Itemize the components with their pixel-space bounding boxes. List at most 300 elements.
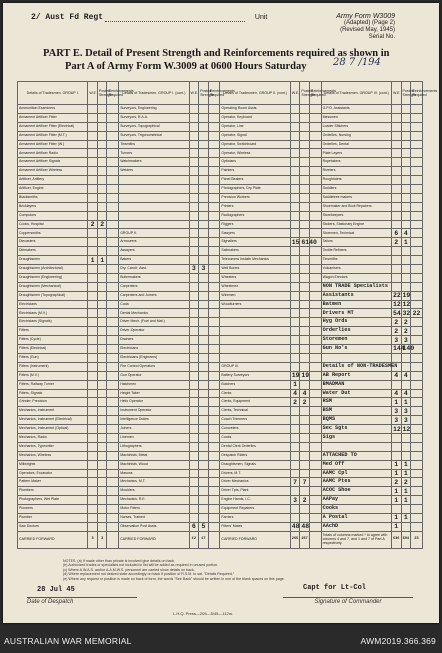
cell-value — [300, 149, 310, 158]
cell-value — [107, 442, 119, 451]
trade-label: GROUP III. — [220, 362, 290, 371]
trade-label: Photographers, Wet Plate — [18, 496, 88, 505]
cell-value — [88, 407, 98, 416]
trade-label: Cooks, Hospital — [18, 220, 88, 229]
cell-value — [88, 505, 98, 514]
cell-value — [300, 113, 310, 122]
table-row — [18, 149, 423, 158]
cell-value — [208, 300, 220, 309]
cell-value — [88, 158, 98, 167]
cell-value — [208, 389, 220, 398]
cell-value — [391, 505, 401, 514]
cell-value — [309, 309, 321, 318]
cell-value: 12 — [402, 425, 411, 433]
cell-value — [290, 229, 300, 238]
cell-value — [199, 371, 209, 380]
cell-value — [300, 265, 310, 274]
cell-value — [208, 167, 220, 176]
trade-label: Fitters (Electrical) — [18, 345, 88, 354]
cell-value — [189, 469, 199, 478]
trade-label: ACOC Shoe — [321, 487, 391, 496]
cell-value — [391, 265, 401, 274]
trade-label: AAPay — [321, 496, 391, 505]
table-row — [18, 185, 423, 194]
cell-value — [401, 522, 411, 531]
trade-label: Storemen, Technical — [321, 229, 391, 238]
cell-value — [401, 122, 411, 131]
cell-value — [107, 309, 119, 318]
cell-value: 12 — [402, 301, 411, 309]
carried-forward-label: CARRIED FORWARD — [119, 531, 189, 548]
trade-label: Draughtsmen, Signals — [220, 460, 290, 469]
cell-value — [88, 113, 98, 122]
cell-value — [97, 247, 107, 256]
trade-label: Driver Mechanics — [220, 478, 290, 487]
trade-label: Bricklayers — [18, 202, 88, 211]
table-row — [18, 265, 423, 274]
cell-value — [88, 460, 98, 469]
cell-value — [199, 327, 209, 336]
table-row — [18, 122, 423, 131]
cell-value — [401, 265, 411, 274]
trade-label: Electricians — [18, 300, 88, 309]
column-header: Details of Tradesmen. GROUP II. (cont.) — [220, 82, 290, 105]
trade-label: Fitters (M.V.) — [18, 371, 88, 380]
cell-value — [411, 336, 423, 345]
cell-value — [309, 362, 321, 371]
cell-value — [290, 469, 300, 478]
column-header: Reinforcements Required — [411, 82, 423, 105]
trade-label: Mechanics, Typewriter — [18, 442, 88, 451]
cell-value: 12 — [392, 301, 401, 309]
cell-value — [208, 336, 220, 345]
cell-value — [88, 380, 98, 389]
trade-label: Diecasters — [18, 238, 88, 247]
cell-value — [107, 469, 119, 478]
trade-label: Joiners — [119, 425, 189, 434]
cell-value — [391, 193, 401, 202]
trade-label: Orderlies, Dental — [321, 140, 391, 149]
cell-value — [88, 416, 98, 425]
cell-value — [411, 300, 423, 309]
trade-label: Operator, Signal — [220, 131, 290, 140]
table-row — [18, 371, 423, 380]
cell-value — [208, 416, 220, 425]
cell-value: 1 — [391, 496, 401, 505]
cell-value — [189, 176, 199, 185]
cell-value — [391, 158, 401, 167]
cell-value — [97, 291, 107, 300]
cell-value — [97, 167, 107, 176]
cell-value — [411, 122, 423, 131]
trade-label: Watchmakers — [119, 158, 189, 167]
cell-value: 3 — [401, 407, 411, 416]
cell-value — [300, 256, 310, 265]
cell-value — [107, 176, 119, 185]
trade-label: Opticians — [220, 158, 290, 167]
trade-label: Drivers MT — [321, 309, 391, 318]
cell-value — [208, 522, 220, 531]
table-body — [18, 105, 423, 532]
cell-value — [97, 185, 107, 194]
cell-value — [199, 478, 209, 487]
cell-value — [97, 309, 107, 318]
trade-label — [220, 345, 290, 354]
cell-value — [107, 211, 119, 220]
cell-value — [309, 176, 321, 185]
cell-value — [290, 158, 300, 167]
cell-value — [107, 362, 119, 371]
trade-label: G.P.O. Assistants — [321, 105, 391, 114]
trade-label: Draughtsmen (Architectural) — [18, 265, 88, 274]
cell-value — [391, 167, 401, 176]
cell-value — [199, 487, 209, 496]
cell-value — [199, 185, 209, 194]
cell-value — [189, 371, 199, 380]
cell-value — [88, 149, 98, 158]
cell-value — [300, 220, 310, 229]
table-row — [18, 425, 423, 434]
table-row — [18, 496, 423, 505]
column-header: Posted Strength — [401, 82, 411, 105]
table-row — [18, 309, 423, 318]
table-row — [18, 193, 423, 202]
cell-value — [97, 176, 107, 185]
cell-value — [189, 149, 199, 158]
cell-value — [208, 309, 220, 318]
cell-value — [97, 416, 107, 425]
trade-label: Fitters — [18, 327, 88, 336]
cell-value — [411, 318, 423, 327]
cell-value — [208, 487, 220, 496]
column-header: Reinforcements Required — [309, 82, 321, 105]
cell-value: 19 — [402, 292, 411, 300]
cell-value — [199, 496, 209, 505]
trade-label: Mechanics, Instrument (Electrical) — [18, 416, 88, 425]
cell-value — [290, 416, 300, 425]
trade-label: Equipment Repairers — [220, 505, 290, 514]
cell-value — [88, 265, 98, 274]
trade-label: Water Dut — [321, 389, 391, 398]
trade-label: Sawyers — [220, 229, 290, 238]
cell-value — [208, 327, 220, 336]
cell-value — [208, 425, 220, 434]
cell-value — [199, 158, 209, 167]
cell-value — [199, 105, 209, 114]
trade-label — [321, 442, 391, 451]
cell-value: 22 — [392, 292, 401, 300]
cell-value: 3 — [391, 416, 401, 425]
handwritten-date: 28 7 /194 — [333, 57, 381, 68]
cell-value — [107, 327, 119, 336]
trade-label: Despatch Riders — [220, 451, 290, 460]
cell-value — [401, 131, 411, 140]
cell-value — [88, 442, 98, 451]
cell-value — [401, 256, 411, 265]
trade-label: Surveyors, Trigonometrical — [119, 131, 189, 140]
cell-value — [391, 202, 401, 211]
column-header: W.E. — [290, 82, 300, 105]
cell-value — [401, 185, 411, 194]
cell-value: 4 — [391, 371, 401, 380]
cell-value — [411, 416, 423, 425]
cell-value — [88, 451, 98, 460]
cell-value: 48 — [301, 523, 310, 531]
trade-label: Dental Clerk Orderlies — [220, 442, 290, 451]
cell-value — [290, 353, 300, 362]
cell-value — [300, 433, 310, 442]
cell-value — [107, 238, 119, 247]
cell-value: 19 — [291, 372, 300, 380]
trade-label: Moulders — [119, 487, 189, 496]
cell-value — [300, 318, 310, 327]
cell-value — [97, 469, 107, 478]
cell-value — [208, 469, 220, 478]
table-row — [18, 433, 423, 442]
cell-value — [290, 131, 300, 140]
cell-value — [189, 211, 199, 220]
despatch-date-value: 28 Jul 45 — [37, 586, 75, 594]
trade-label: Sigs — [321, 433, 391, 442]
cell-value — [208, 362, 220, 371]
trade-label: AAMC Cpl — [321, 469, 391, 478]
cell-value — [391, 282, 401, 291]
cell-value — [208, 176, 220, 185]
cell-value — [290, 105, 300, 114]
cell-value — [309, 273, 321, 282]
cell-value — [107, 229, 119, 238]
trade-label: Tinsmiths — [321, 256, 391, 265]
trade-label — [220, 336, 290, 345]
cell-value — [107, 478, 119, 487]
cell-value — [199, 309, 209, 318]
cell-value — [199, 425, 209, 434]
cell-value — [97, 158, 107, 167]
cell-value — [107, 167, 119, 176]
cell-value — [189, 238, 199, 247]
cell-value — [411, 505, 423, 514]
table-row — [18, 522, 423, 531]
trade-label: Fitters (Gun) — [18, 353, 88, 362]
cell-value — [401, 113, 411, 122]
cell-value — [300, 202, 310, 211]
trade-label: Operators, Excavator — [18, 469, 88, 478]
cell-value — [300, 513, 310, 522]
cell-value — [189, 433, 199, 442]
cell-value: 1 — [290, 380, 300, 389]
cell-value — [199, 202, 209, 211]
cell-value — [189, 202, 199, 211]
notes-block — [63, 559, 383, 581]
cell-value — [107, 265, 119, 274]
cell-value — [199, 238, 209, 247]
trade-label: Gun Operator — [119, 371, 189, 380]
table-row — [18, 113, 423, 122]
cell-value: 2 — [401, 327, 411, 336]
cell-value — [300, 185, 310, 194]
trade-label: Armament Artificer Signals — [18, 158, 88, 167]
cell-value — [391, 113, 401, 122]
unit-label: Unit — [254, 14, 268, 21]
cell-value — [411, 425, 423, 434]
cell-value — [411, 193, 423, 202]
table-row — [18, 416, 423, 425]
cell-value — [391, 220, 401, 229]
cell-value — [411, 265, 423, 274]
trade-label: Stokers, Stationary Engine — [321, 220, 391, 229]
cell-value — [309, 185, 321, 194]
note-line: (a) If made other than private is involved give details on back. — [77, 559, 176, 563]
cell-value — [290, 362, 300, 371]
trade-label: Instrument Operator — [119, 407, 189, 416]
trade-label: Linemen — [119, 433, 189, 442]
trade-label: Lithographers — [119, 442, 189, 451]
cell-value — [107, 318, 119, 327]
cell-value — [411, 282, 423, 291]
cell-value: 144 — [392, 345, 405, 353]
cell-value — [199, 416, 209, 425]
cell-value — [97, 371, 107, 380]
cell-value — [199, 300, 209, 309]
cell-value — [199, 247, 209, 256]
cell-value — [189, 291, 199, 300]
cell-value — [309, 425, 321, 434]
trade-label: Wheelmen — [220, 282, 290, 291]
cell-value — [290, 451, 300, 460]
cell-value — [290, 113, 300, 122]
cell-value — [189, 442, 199, 451]
cell-value — [88, 247, 98, 256]
cell-value — [189, 185, 199, 194]
trade-label: Turners — [119, 149, 189, 158]
cell-value — [88, 496, 98, 505]
cell-value — [208, 158, 220, 167]
cell-value — [107, 193, 119, 202]
trade-label: Fitters, Signals — [18, 389, 88, 398]
cell-value — [97, 318, 107, 327]
trade-label: Shoemaker and Boot Repairers — [321, 202, 391, 211]
signature-value: Capt for Lt-Col — [303, 584, 367, 592]
note-line: (b) Authorized trades or specialists not included in list will be added as required in unused portion. — [63, 563, 219, 568]
trade-label: Driver-Operator — [119, 327, 189, 336]
trade-label: GROUP II. — [119, 229, 189, 238]
trade-label: Butchers — [220, 380, 290, 389]
cell-value — [309, 140, 321, 149]
cell-value — [309, 193, 321, 202]
cell-value: 15 — [291, 238, 300, 246]
cell-value — [309, 105, 321, 114]
trade-label: NON TRADE Specialists — [321, 282, 391, 291]
cell-value — [97, 327, 107, 336]
cell-value — [88, 300, 98, 309]
trade-label: Intelligence Duties — [119, 416, 189, 425]
table-row — [18, 318, 423, 327]
cell-value — [208, 291, 220, 300]
cell-value — [189, 256, 199, 265]
cell-value — [97, 193, 107, 202]
cell-value — [401, 442, 411, 451]
trade-label: Fitters, Railway Turner — [18, 380, 88, 389]
cell-value — [300, 291, 310, 300]
trade-label: Millwrights — [18, 460, 88, 469]
cell-value: 4 — [391, 389, 401, 398]
trade-label: Concreters — [220, 425, 290, 434]
cell-value — [290, 167, 300, 176]
cell-value — [309, 158, 321, 167]
cell-value — [97, 353, 107, 362]
cell-value — [309, 389, 321, 398]
cell-value — [290, 487, 300, 496]
trade-label — [220, 309, 290, 318]
cell-value — [199, 513, 209, 522]
cell-value — [290, 282, 300, 291]
cell-value: 23 — [411, 531, 423, 548]
cell-value — [300, 300, 310, 309]
table-row — [18, 380, 423, 389]
cell-value — [199, 122, 209, 131]
cell-value — [199, 505, 209, 514]
cell-value — [309, 513, 321, 522]
cell-value: 2 — [391, 318, 401, 327]
table-row — [18, 407, 423, 416]
cell-value — [97, 105, 107, 114]
cell-value — [411, 442, 423, 451]
trade-label: Surveyors, R.A.A. — [119, 113, 189, 122]
cell-value — [391, 247, 401, 256]
cell-value — [290, 211, 300, 220]
cell-value — [189, 496, 199, 505]
column-header: W.E. — [391, 82, 401, 105]
cell-value — [300, 362, 310, 371]
cell-value: 7 — [300, 478, 310, 487]
cell-value — [107, 425, 119, 434]
cell-value — [208, 318, 220, 327]
trade-label: Fitters' Mates — [220, 522, 290, 531]
cell-value: 1 — [391, 487, 401, 496]
trade-label: Batmen — [321, 300, 391, 309]
trade-label — [220, 327, 290, 336]
cell-value: 1 — [97, 256, 107, 265]
cell-value — [300, 273, 310, 282]
cell-value — [97, 131, 107, 140]
trade-label: Coda — [119, 300, 189, 309]
cell-value — [97, 238, 107, 247]
cell-value — [107, 345, 119, 354]
cell-value: 6 — [391, 229, 401, 238]
cell-value — [97, 425, 107, 434]
cell-value — [199, 469, 209, 478]
cell-value — [300, 193, 310, 202]
cell-value — [411, 362, 423, 371]
trade-label: Armament Artificer Fitter — [18, 113, 88, 122]
column-header: W.E. — [88, 82, 98, 105]
cell-value — [107, 185, 119, 194]
signature-label: Signature of Commander — [283, 597, 413, 605]
trade-label: Panel Beaters — [220, 176, 290, 185]
cell-value — [309, 167, 321, 176]
trade-label: Orderlies — [321, 327, 391, 336]
cell-value — [411, 247, 423, 256]
trade-label: Sailmakers — [220, 247, 290, 256]
cell-value — [401, 202, 411, 211]
cell-value — [199, 398, 209, 407]
cell-value — [309, 353, 321, 362]
column-header: W.E. — [189, 82, 199, 105]
cell-value — [290, 193, 300, 202]
trade-label: Welders — [119, 167, 189, 176]
cell-value — [309, 131, 321, 140]
cell-value — [97, 451, 107, 460]
